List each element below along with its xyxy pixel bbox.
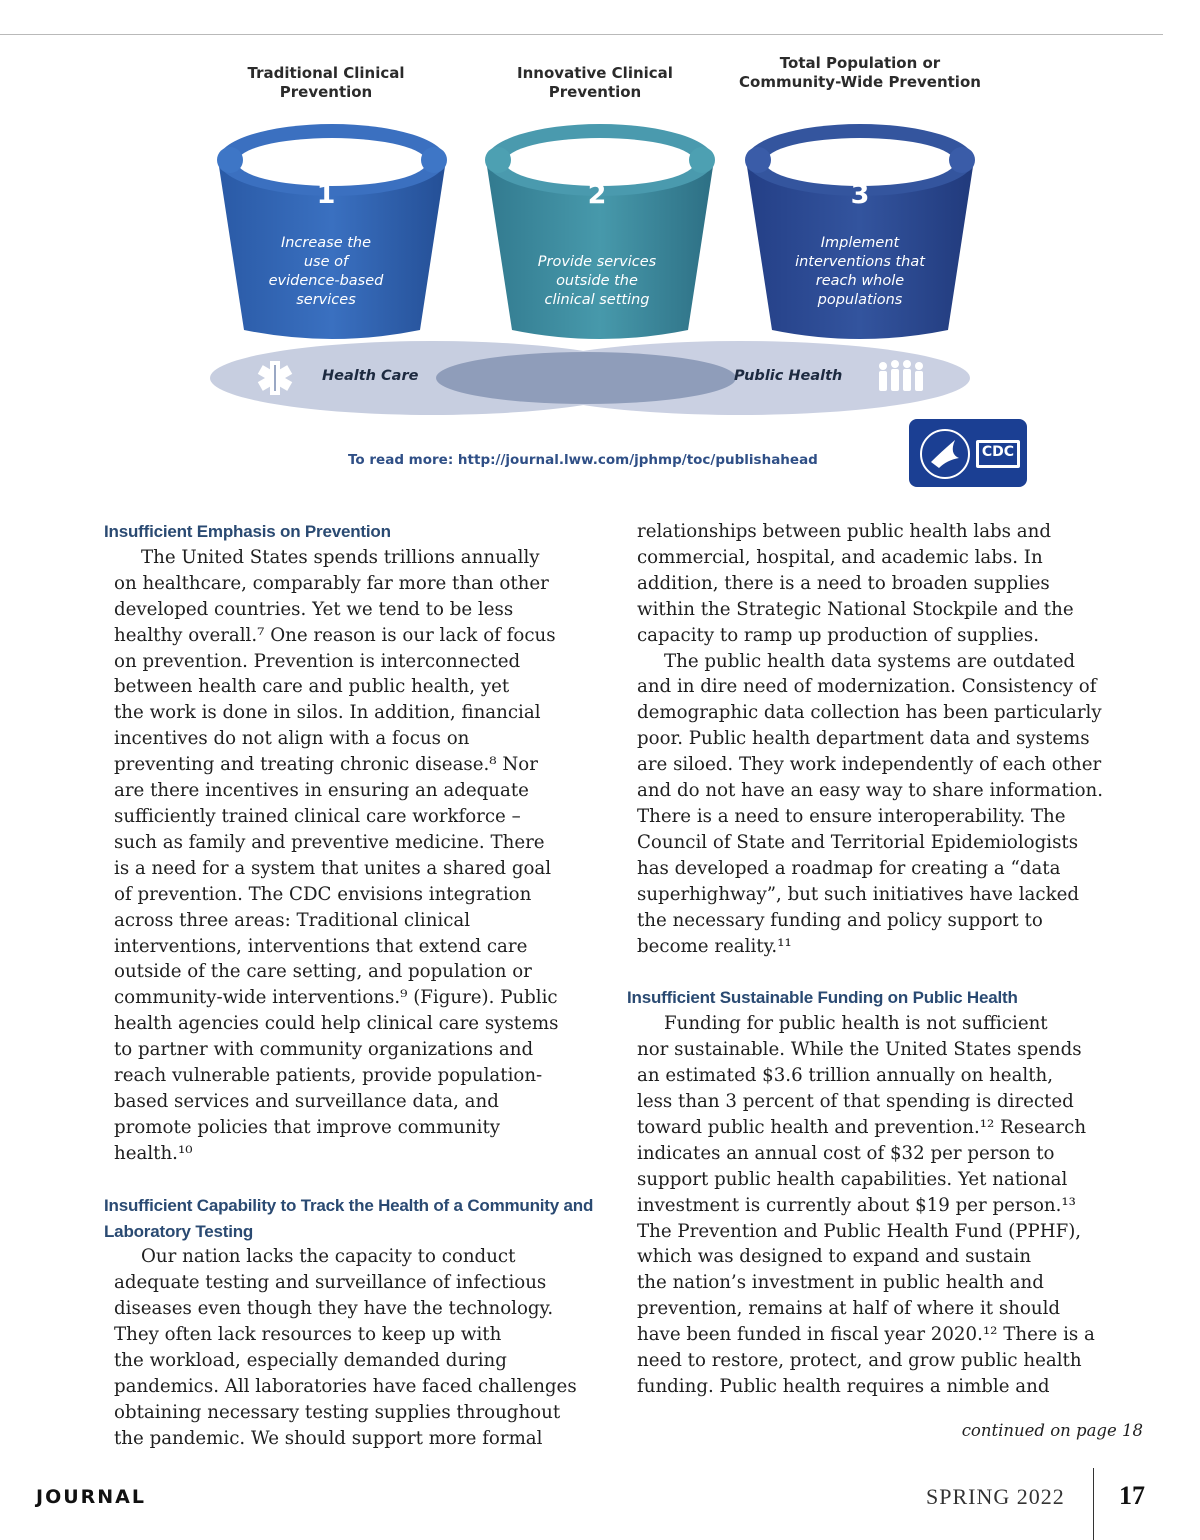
bucket-3-text: Implement interventions that reach whole populations: [795, 235, 925, 308]
figure-title-3: Total Population or Community-Wide Prevention: [739, 54, 981, 91]
paragraph-data-systems: The public health data systems are outdated and in dire need of modernization. Consistency of demographic data collection has been particularly poor. Public health department data and systems are siloed. They work independently of each other and do not have an easy way to share information. There is a need to ensure interoperability. The Council of State and Territorial Epidemiologists has developed a roadmap for creating a “data superhighway”, but such initiatives have lacked the necessary funding and policy support to become reality.¹¹: [637, 650, 1104, 957]
read-more-link[interactable]: To read more: http://journal.lww.com/jphmp/toc/publishahead: [348, 452, 818, 468]
public-health-label: Public Health: [734, 368, 843, 384]
paragraph-funding: Funding for public health is not sufficient nor sustainable. While the United States spends an estimated $3.6 trillion annually on health, less than 3 percent of that spending is directed toward public health and prevention.¹² Research indicates an annual cost of $32 per person to support public health capabilities. Yet national investment is currently about $19 per person.¹³ The Prevention and Public Health Fund (PPHF), which was designed to expand and sustain the nation’s investment in public health and prevention, remains at half of where it should have been funded in fiscal year 2020.¹² There is a need to restore, protect, and grow public health funding. Public health requires a nimble and: [637, 1013, 1095, 1397]
paragraph-labs: relationships between public health labs and commercial, hospital, and academic labs. In addition, there is a need to broaden supplies within the Strategic National Stockpile and the capacity to ramp up production of supplies.: [637, 521, 1074, 646]
left-column: [104, 519, 604, 1452]
footer-journal: JOURNAL: [36, 1486, 146, 1508]
footer-season: SPRING 2022: [926, 1484, 1065, 1509]
section-heading-capability: Insufficient Capability to Track the Health of a Community and Laboratory Testing: [104, 1195, 594, 1241]
right-column: [627, 519, 1127, 1400]
paragraph-prevention: The United States spends trillions annually on healthcare, comparably far more than other developed countries. Yet we tend to be less healthy overall.⁷ One reason is our lack of focus on prevention. Prevention is interconnected between health care and public health, yet the work is done in silos. In addition, financial incentives do not align with a focus on preventing and treating chronic disease.⁸ Nor are there incentives in ensuring an adequate sufficiently trained clinical care workforce – such as family and preventive medicine. There is a need for a system that unites a shared goal of prevention. The CDC envisions integration across three areas: Traditional clinical interventions, interventions that extend care outside of the care setting, and population or community-wide interventions.⁹ (Figure). Public health agencies could help clinical care systems to partner with community organizations and reach vulnerable patients, provide population- based services and surveillance data, and promote policies that improve community health.¹⁰: [114, 546, 559, 1164]
continued-note: continued on page 18: [961, 1421, 1143, 1440]
prevention-figure: [200, 48, 1040, 496]
cdc-logo-text: CDC: [981, 444, 1015, 460]
paragraph-capability: Our nation lacks the capacity to conduct adequate testing and surveillance of infectious diseases even though they have the technology. They often lack resources to keep up with the workload, especially demanded during pandemics. All laboratories have faced challenges obtaining necessary testing supplies throughout the pandemic. We should support more formal: [114, 1246, 577, 1449]
bucket-1-text: Increase the use of evidence-based services: [268, 235, 384, 308]
bucket-1-number: 1: [316, 179, 336, 210]
overlap-oval: [436, 352, 736, 404]
section-heading-prevention: Insufficient Emphasis on Prevention: [104, 522, 391, 541]
figure-title-1: Traditional Clinical Prevention: [247, 64, 405, 101]
bucket-2-text: Provide services outside the clinical setting: [537, 254, 657, 308]
health-care-label: Health Care: [322, 368, 419, 384]
hhs-eagle-logo: [921, 430, 969, 478]
top-rule: [0, 34, 1163, 35]
section-heading-funding: Insufficient Sustainable Funding on Public Health: [627, 988, 1018, 1008]
bucket-2-number: 2: [587, 179, 607, 210]
page-number: 17: [1119, 1481, 1145, 1510]
bucket-3-number: 3: [850, 179, 870, 210]
footer-divider: [1093, 1468, 1094, 1540]
figure-title-2: Innovative Clinical Prevention: [517, 64, 673, 101]
